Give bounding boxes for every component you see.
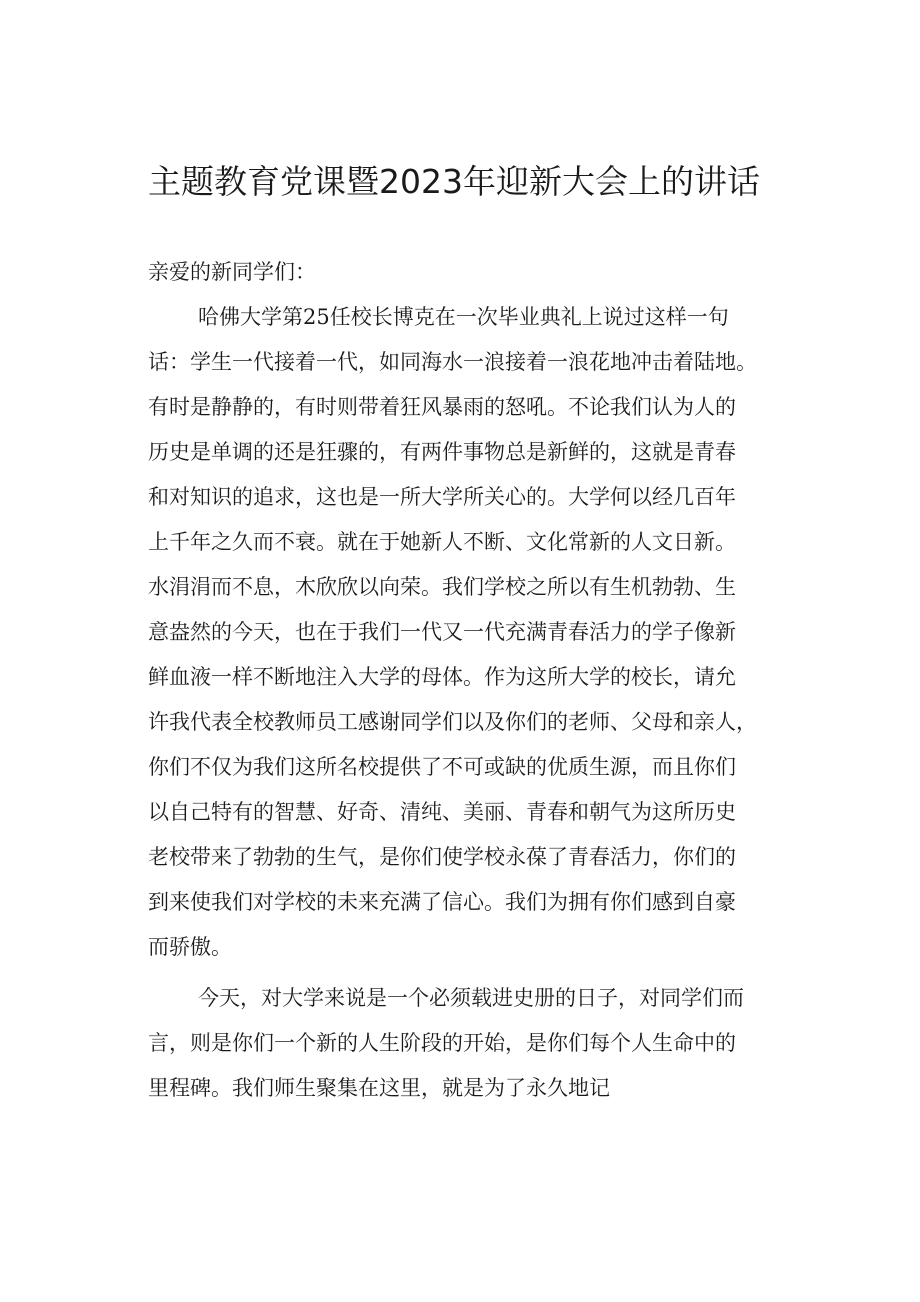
paragraph-line: 鲜血液一样不断地注入大学的母体。作为这所大学的校长，请允 <box>148 665 736 689</box>
paragraph-line: 今天，对大学来说是一个必须载进史册的日子，对同学们而 <box>198 986 744 1010</box>
document-body <box>148 250 808 1111</box>
paragraph-line: 你们不仅为我们这所名校提供了不可或缺的优质生源，而且你们 <box>148 755 736 779</box>
paragraph-line: 哈佛大学第25任校长博克在一次毕业典礼上说过这样一句 <box>198 305 729 329</box>
paragraph-line: 里程碑。我们师生聚集在这里，就是为了永久地记 <box>148 1076 610 1100</box>
paragraph-2 <box>148 976 808 1111</box>
paragraph-line: 有时是静静的，有时则带着狂风暴雨的怒吼。不论我们认为人的 <box>148 395 736 419</box>
salutation: 亲爱的新同学们： <box>148 260 316 284</box>
paragraph-line: 上千年之久而不衰。就在于她新人不断、文化常新的人文日新。 <box>148 530 736 554</box>
paragraph-line: 意盎然的今天，也在于我们一代又一代充满青春活力的学子像新 <box>148 620 736 644</box>
paragraph-line: 话：学生一代接着一代，如同海水一浪接着一浪花地冲击着陆地。 <box>148 350 757 374</box>
paragraph-line: 而骄傲。 <box>148 935 232 959</box>
document-title: 主题教育党课暨2023年迎新大会上的讲话 <box>148 162 760 201</box>
paragraph-1 <box>148 295 808 970</box>
paragraph-line: 言，则是你们一个新的人生阶段的开始，是你们每个人生命中的 <box>148 1031 736 1055</box>
paragraph-line: 以自己特有的智慧、好奇、清纯、美丽、青春和朝气为这所历史 <box>148 800 736 824</box>
paragraph-line: 历史是单调的还是狂骤的，有两件事物总是新鲜的，这就是青春 <box>148 440 736 464</box>
paragraph-line: 水涓涓而不息，木欣欣以向荣。我们学校之所以有生机勃勃、生 <box>148 575 736 599</box>
paragraph-line: 老校带来了勃勃的生气，是你们使学校永葆了青春活力，你们的 <box>148 845 736 869</box>
paragraph-line: 到来使我们对学校的未来充满了信心。我们为拥有你们感到自豪 <box>148 890 736 914</box>
paragraph-line: 和对知识的追求，这也是一所大学所关心的。大学何以经几百年 <box>148 485 736 509</box>
paragraph-line: 许我代表全校教师员工感谢同学们以及你们的老师、父母和亲人， <box>148 710 757 734</box>
